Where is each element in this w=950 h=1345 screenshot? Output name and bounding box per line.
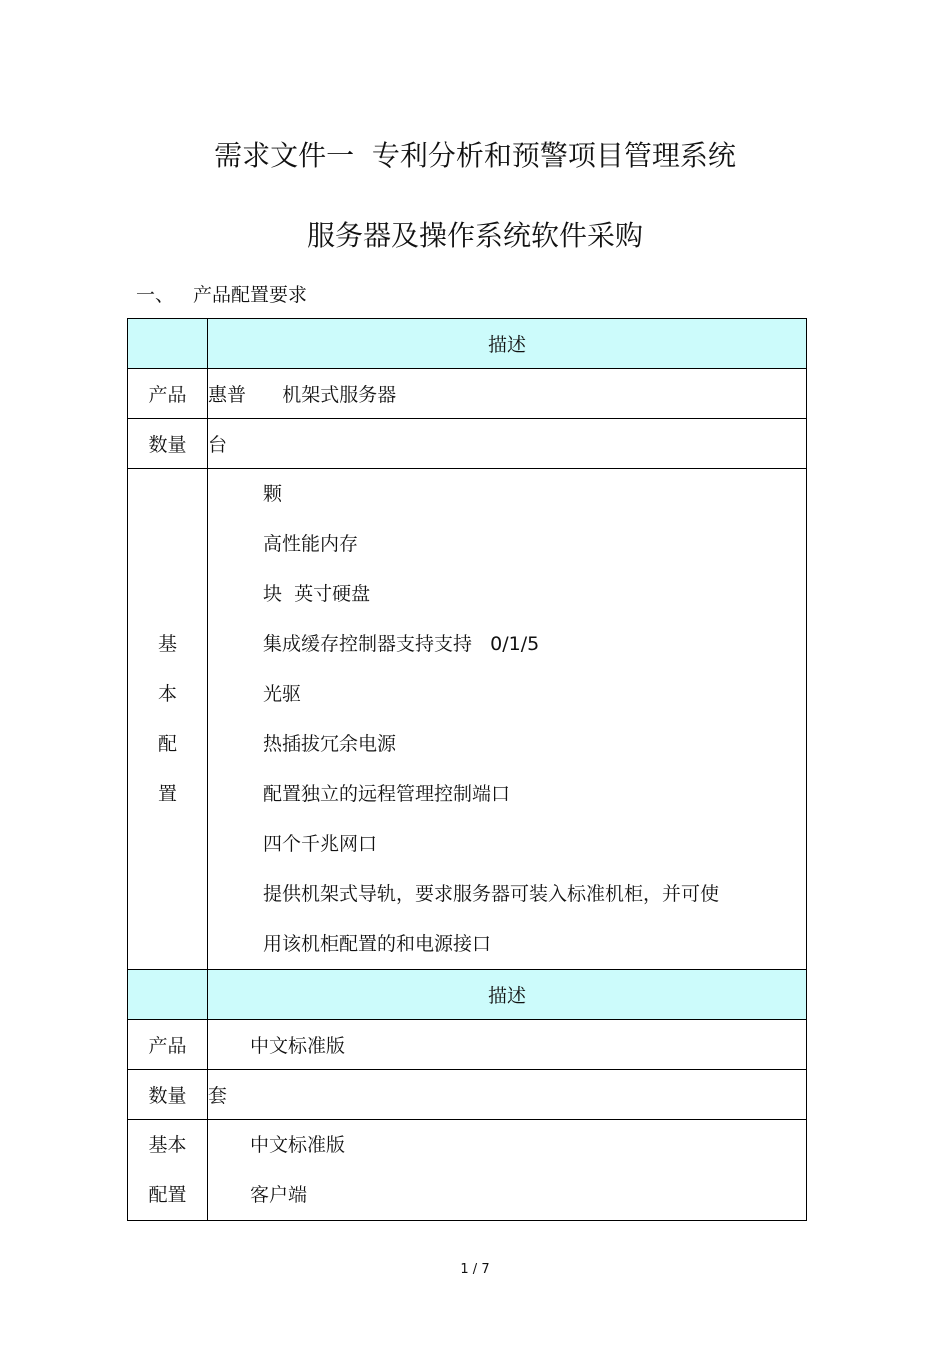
config-item: 用该机柜配置的和电源接口	[263, 933, 492, 955]
table-row	[128, 1020, 807, 1070]
header-description: 描述	[208, 319, 807, 369]
table-row	[128, 419, 807, 469]
config-item: 热插拔冗余电源	[263, 733, 397, 755]
config-item: 高性能内存	[263, 533, 359, 555]
quantity-label: 数量	[128, 1070, 208, 1120]
config-list	[208, 1120, 807, 1221]
product-label: 产品	[128, 1020, 208, 1070]
section-heading	[136, 280, 307, 307]
page-number: 1 / 7	[460, 1262, 490, 1277]
table-header-row	[128, 970, 807, 1020]
product-value: 惠普 机架式服务器	[208, 369, 807, 419]
config-item: 光驱	[263, 683, 302, 705]
table-row	[128, 1070, 807, 1120]
header-description: 描述	[208, 970, 807, 1020]
section-title: 产品配置要求	[193, 284, 308, 306]
table-row-config	[128, 469, 807, 970]
config-item: 颗	[263, 483, 283, 505]
product-label: 产品	[128, 369, 208, 419]
config-label-char: 本	[157, 683, 177, 705]
config-item: 客户端	[250, 1184, 308, 1206]
config-label	[128, 1120, 208, 1221]
config-item: 提供机架式导轨，要求服务器可装入标准机柜，并可使	[263, 883, 720, 905]
table-row	[128, 369, 807, 419]
config-item: 中文标准版	[250, 1134, 346, 1156]
config-label-line: 基本	[148, 1134, 187, 1156]
header-empty-cell	[128, 319, 208, 369]
header-empty-cell	[128, 970, 208, 1020]
spec-table	[127, 318, 807, 1221]
document-title: 需求文件一 专利分析和预警项目管理系统	[214, 139, 736, 172]
config-item: 集成缓存控制器支持支持 0/1/5	[263, 633, 540, 655]
product-value: 中文标准版	[208, 1020, 807, 1070]
table-header-row	[128, 319, 807, 369]
section-number: 一、	[136, 284, 175, 306]
quantity-value: 台	[208, 419, 807, 469]
quantity-value: 套	[208, 1070, 807, 1120]
config-label-char: 基	[157, 633, 177, 655]
document-subtitle: 服务器及操作系统软件采购	[306, 219, 643, 252]
quantity-label: 数量	[128, 419, 208, 469]
config-label-char: 配	[157, 733, 177, 755]
config-item: 块 英寸硬盘	[263, 583, 371, 605]
config-label	[128, 469, 208, 970]
config-item: 配置独立的远程管理控制端口	[263, 783, 511, 805]
table-row-config	[128, 1120, 807, 1221]
config-list	[208, 469, 807, 970]
config-label-char: 置	[157, 783, 177, 805]
config-item: 四个千兆网口	[263, 833, 378, 855]
config-label-line: 配置	[148, 1184, 187, 1206]
